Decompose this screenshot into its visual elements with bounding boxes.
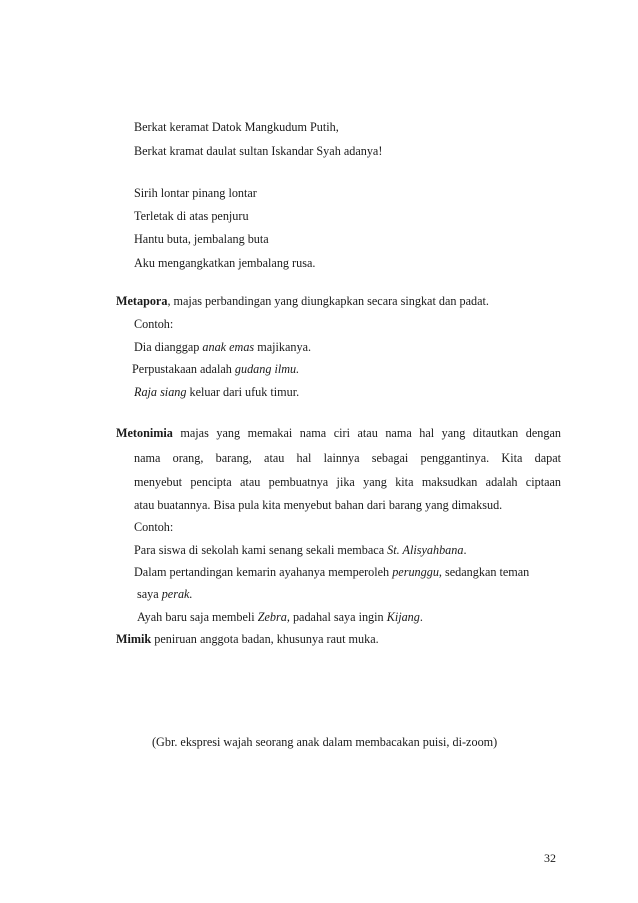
italic-text: anak emas [202, 340, 255, 354]
poem-1-line-1: Berkat keramat Datok Mangkudum Putih, [134, 120, 339, 134]
metonimia-line-3: menyebut pencipta atau pembuatnya jika yang kita maksudkan adalah ciptaan [134, 475, 561, 489]
text: majas yang memakai nama ciri atau nama hal yang ditautkan dengan [172, 426, 561, 440]
poem-2-line-3: Hantu buta, jembalang buta [134, 232, 269, 246]
italic-text: perunggu [392, 565, 439, 579]
poem-2-line-4: Aku mengangkatkan jembalang rusa. [134, 256, 316, 270]
metonimia-example-3 [137, 610, 423, 625]
text: saya [137, 587, 162, 601]
italic-text: gudang ilmu. [234, 362, 300, 376]
italic-text: Kijang [386, 610, 420, 624]
text: . [463, 543, 467, 557]
italic-text: Raja siang [134, 385, 187, 399]
text: . [419, 610, 423, 624]
text: keluar dari ufuk timur. [186, 385, 300, 399]
text: Para siswa di sekolah kami senang sekali membaca [134, 543, 388, 557]
mimik-term: Mimik [116, 632, 152, 646]
text: Dia dianggap [134, 340, 203, 354]
italic-text: St. Alisyahbana [387, 543, 464, 557]
metonimia-line-1 [116, 426, 561, 441]
metafora-definition-text: , majas perbandingan yang diungkapkan secara singkat dan padat. [167, 294, 489, 308]
metafora-term: Metapora [116, 294, 168, 308]
text: majikanya. [254, 340, 312, 354]
figure-caption: (Gbr. ekspresi wajah seorang anak dalam membacakan puisi, di-zoom) [152, 735, 498, 749]
page-number: 32 [544, 851, 556, 865]
metafora-definition [116, 294, 489, 309]
metonimia-contoh-label: Contoh: [134, 520, 174, 534]
mimik-definition [116, 632, 379, 647]
text: Dalam pertandingan kemarin ayahanya memperoleh [134, 565, 393, 579]
text: , sedangkan teman [438, 565, 530, 579]
metonimia-line-4: atau buatannya. Bisa pula kita menyebut bahan dari barang yang dimaksud. [134, 498, 503, 512]
metafora-example-1 [134, 340, 311, 355]
italic-text: perak. [161, 587, 193, 601]
poem-2-line-2: Terletak di atas penjuru [134, 209, 249, 223]
poem-1-line-2: Berkat kramat daulat sultan Iskandar Syah adanya! [134, 144, 383, 158]
metonimia-example-2-cont [137, 587, 193, 602]
text: Perpustakaan adalah [132, 362, 235, 376]
poem-2-line-1: Sirih lontar pinang lontar [134, 186, 257, 200]
italic-text: Zebra, [257, 610, 290, 624]
metafora-example-3 [134, 385, 299, 400]
metafora-contoh-label: Contoh: [134, 317, 174, 331]
metafora-example-2 [132, 362, 299, 377]
metonimia-term: Metonimia [116, 426, 173, 440]
metonimia-example-2 [134, 565, 529, 580]
metonimia-line-2: nama orang, barang, atau hal lainnya sebagai penggantinya. Kita dapat [134, 451, 561, 465]
text: peniruan anggota badan, khusunya raut muka. [151, 632, 379, 646]
text: Ayah baru saja membeli [137, 610, 258, 624]
metonimia-example-1 [134, 543, 467, 558]
text: padahal saya ingin [289, 610, 387, 624]
